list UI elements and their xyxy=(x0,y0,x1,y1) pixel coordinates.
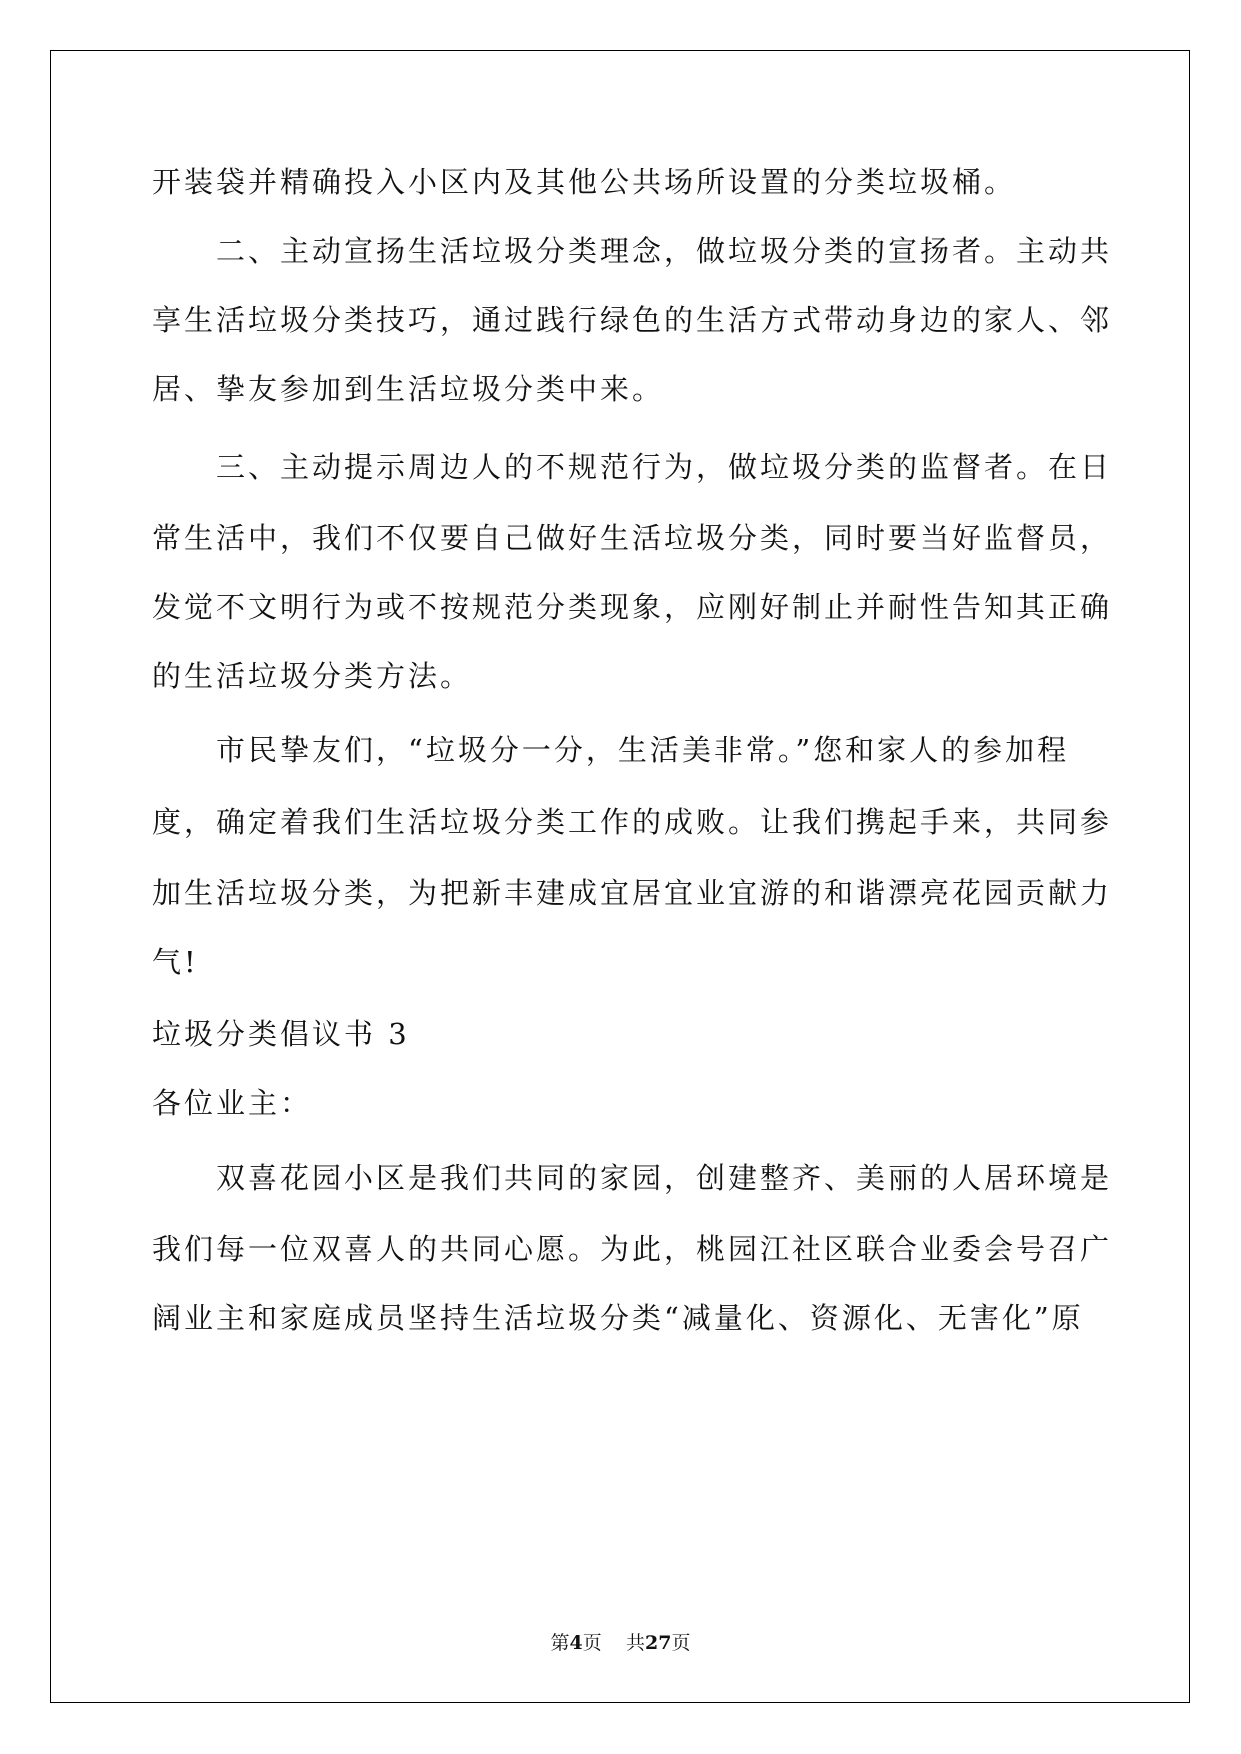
text-line: 加生活垃圾分类，为把新丰建成宜居宜业宜游的和谐漂亮花园贡献力 xyxy=(152,876,1113,910)
footer-page-number: 4 xyxy=(569,1632,583,1654)
text-line: 的生活垃圾分类方法。 xyxy=(152,659,473,693)
text-line: 市民挚友们，“垃圾分一分，生活美非常。”您和家人的参加程 xyxy=(216,733,1070,767)
footer-total-pages: 27 xyxy=(644,1632,672,1654)
text-line: 三、主动提示周边人的不规范行为，做垃圾分类的监督者。在日 xyxy=(216,450,1113,484)
text-line: 二、主动宣扬生活垃圾分类理念，做垃圾分类的宣扬者。主动共 xyxy=(216,234,1113,268)
footer-page-unit: 页 xyxy=(582,1632,602,1654)
footer-prefix: 第 xyxy=(550,1632,570,1654)
page-footer xyxy=(0,1628,1241,1655)
footer-total-unit: 页 xyxy=(671,1632,691,1654)
text-line: 双喜花园小区是我们共同的家园，创建整齐、美丽的人居环境是 xyxy=(216,1161,1113,1195)
salutation: 各位业主： xyxy=(152,1086,313,1120)
footer-total-prefix: 共 xyxy=(625,1632,645,1654)
text-line: 我们每一位双喜人的共同心愿。为此，桃园江社区联合业委会号召广 xyxy=(152,1232,1113,1266)
text-line: 度，确定着我们生活垃圾分类工作的成败。让我们携起手来，共同参 xyxy=(152,805,1113,839)
text-line: 阔业主和家庭成员坚持生活垃圾分类“减量化、资源化、无害化”原 xyxy=(152,1301,1084,1335)
text-line: 气! xyxy=(152,945,199,979)
text-line: 常生活中，我们不仅要自己做好生活垃圾分类，同时要当好监督员， xyxy=(152,521,1113,555)
text-line: 发觉不文明行为或不按规范分类现象，应刚好制止并耐性告知其正确 xyxy=(152,590,1113,624)
text-line: 享生活垃圾分类技巧，通过践行绿色的生活方式带动身边的家人、邻 xyxy=(152,303,1113,337)
text-line: 开装袋并精确投入小区内及其他公共场所设置的分类垃圾桶。 xyxy=(152,165,1017,199)
section-heading: 垃圾分类倡议书 3 xyxy=(152,1017,410,1051)
text-line: 居、挚友参加到生活垃圾分类中来。 xyxy=(152,372,665,406)
